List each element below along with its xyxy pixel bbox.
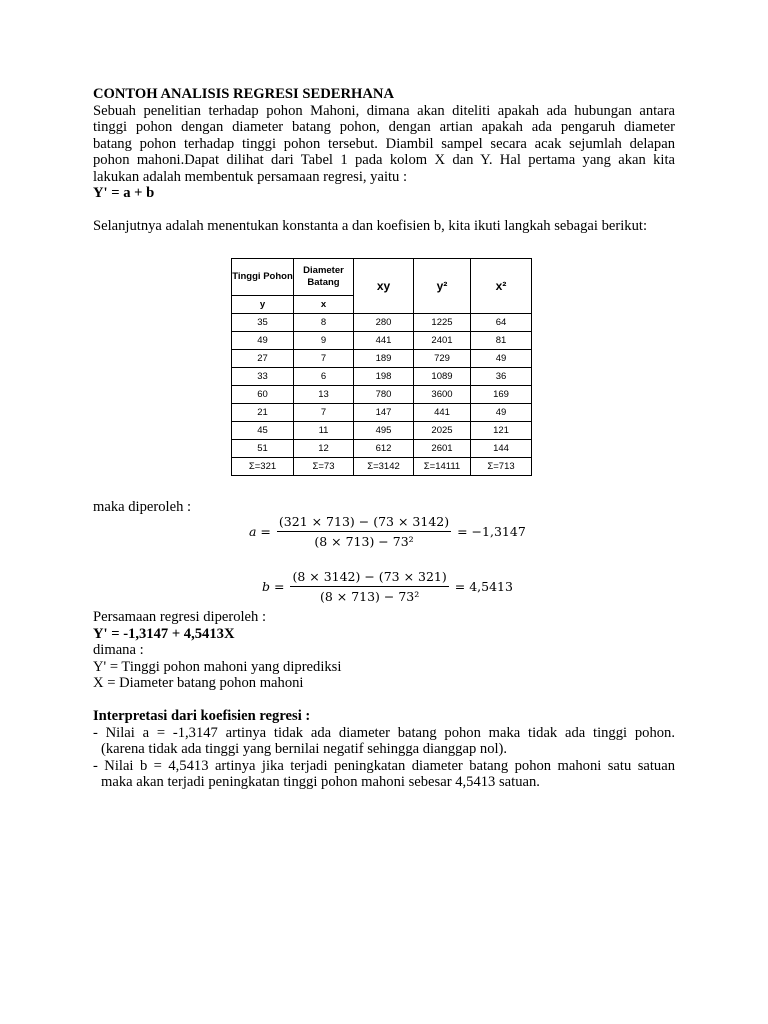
formula-b-denominator: (8 × 713) − 73² — [319, 589, 420, 604]
table-cell: 35 — [232, 314, 294, 332]
table-total-cell: Σ=713 — [471, 458, 532, 476]
subheader-x: x — [294, 296, 354, 314]
table-cell: 8 — [294, 314, 354, 332]
table-total-cell: Σ=73 — [294, 458, 354, 476]
regression-equation: Y' = -1,3147 + 4,5413X — [93, 625, 235, 642]
formula-a — [249, 514, 526, 549]
table-cell: 3600 — [414, 386, 471, 404]
table-cell: 21 — [232, 404, 294, 422]
table-row — [232, 386, 532, 404]
table-cell: 441 — [414, 404, 471, 422]
table-cell: 9 — [294, 332, 354, 350]
general-equation: Y' = a + b — [93, 185, 155, 201]
intro-line-2: tinggi pohon dengan diameter batang pohon, dengan artian apakah ada pengaruh diameter — [93, 119, 675, 135]
table-row — [232, 404, 532, 422]
table-cell: 12 — [294, 440, 354, 458]
table-cell: 13 — [294, 386, 354, 404]
table-row — [232, 350, 532, 368]
table-row — [232, 368, 532, 386]
table-row — [232, 440, 532, 458]
table-cell: 189 — [354, 350, 414, 368]
table-cell: 36 — [471, 368, 532, 386]
table-cell: 147 — [354, 404, 414, 422]
table-cell: 121 — [471, 422, 532, 440]
table-total-cell: Σ=3142 — [354, 458, 414, 476]
table-cell: 2025 — [414, 422, 471, 440]
table-cell: 612 — [354, 440, 414, 458]
formula-b-lhs: b = — [262, 579, 285, 594]
table-row — [232, 314, 532, 332]
document-title: CONTOH ANALISIS REGRESI SEDERHANA — [93, 86, 395, 102]
document-body — [93, 86, 675, 235]
table-cell: 64 — [471, 314, 532, 332]
formula-b — [262, 569, 513, 604]
table-cell: 81 — [471, 332, 532, 350]
dimana-label: dimana : — [93, 642, 144, 658]
table-cell: 11 — [294, 422, 354, 440]
formula-b-numerator: (8 × 3142) − (73 × 321) — [290, 569, 448, 587]
table-row — [232, 422, 532, 440]
table-cell: 780 — [354, 386, 414, 404]
table-cell: 280 — [354, 314, 414, 332]
table-cell: 144 — [471, 440, 532, 458]
table-cell: 7 — [294, 350, 354, 368]
header-tinggi-pohon: Tinggi Pohon — [232, 259, 294, 296]
header-xy: xy — [354, 259, 414, 314]
formula-b-result: = 4,5413 — [454, 579, 513, 594]
interpretation-a-line-1: - Nilai a = -1,3147 artinya tidak ada diameter batang pohon maka tidak ada tinggi pohon. — [93, 724, 675, 741]
table-cell: 7 — [294, 404, 354, 422]
header-x-squared: x² — [471, 259, 532, 314]
table-cell: 60 — [232, 386, 294, 404]
table-cell: 6 — [294, 368, 354, 386]
intro-line-1: Sebuah penelitian terhadap pohon Mahoni, dimana akan diteliti apakah ada hubungan antara — [93, 102, 675, 119]
header-y-squared: y² — [414, 259, 471, 314]
formula-a-result: = −1,3147 — [457, 524, 526, 539]
table-total-row — [232, 458, 532, 476]
definition-y: Y' = Tinggi pohon mahoni yang diprediksi — [93, 658, 342, 675]
intro-line-5: lakukan adalah membentuk persamaan regresi, yaitu : — [93, 168, 408, 185]
table-cell: 2401 — [414, 332, 471, 350]
table-cell: 33 — [232, 368, 294, 386]
table-cell: 1089 — [414, 368, 471, 386]
definition-x: X = Diameter batang pohon mahoni — [93, 675, 304, 691]
intro-line-3: batang pohon terhadap tinggi pohon tersebut. Diambil sampel secara acak sejumlah delapan — [93, 135, 675, 152]
table-cell: 49 — [471, 350, 532, 368]
intro-line-4: pohon mahoni.Dapat dilihat dari Tabel 1 pada kolom X dan Y. Hal pertama yang akan kita — [93, 152, 675, 168]
table-total-cell: Σ=321 — [232, 458, 294, 476]
table-cell: 729 — [414, 350, 471, 368]
table-total-cell: Σ=14111 — [414, 458, 471, 476]
header-diameter-batang: Diameter Batang — [294, 259, 354, 296]
table-cell: 2601 — [414, 440, 471, 458]
table-cell: 1225 — [414, 314, 471, 332]
data-table — [231, 258, 532, 476]
interpretation-b-line-1: - Nilai b = 4,5413 artinya jika terjadi peningkatan diameter batang pohon mahoni satu satuan — [93, 757, 675, 774]
table-cell: 49 — [232, 332, 294, 350]
formula-a-lhs: a = — [249, 524, 271, 539]
maka-label: maka diperoleh : — [93, 499, 192, 515]
table-cell: 198 — [354, 368, 414, 386]
table-row — [232, 332, 532, 350]
table-cell: 495 — [354, 422, 414, 440]
interpretation-title: Interpretasi dari koefisien regresi : — [93, 708, 311, 724]
table-cell: 49 — [471, 404, 532, 422]
table-cell: 169 — [471, 386, 532, 404]
formula-a-numerator: (321 × 713) − (73 × 3142) — [277, 514, 451, 532]
result-section — [93, 609, 675, 791]
table-body — [232, 314, 532, 476]
table-cell: 27 — [232, 350, 294, 368]
table-cell: 45 — [232, 422, 294, 440]
formula-a-denominator: (8 × 713) − 73² — [314, 534, 414, 549]
subheader-y: y — [232, 296, 294, 314]
table-cell: 441 — [354, 332, 414, 350]
interpretation-a-line-2: (karena tidak ada tinggi yang bernilai negatif sehingga dianggap nol). — [101, 741, 508, 757]
next-step-text: Selanjutnya adalah menentukan konstanta a dan koefisien b, kita ikuti langkah sebagai berikut: — [93, 218, 647, 234]
persamaan-label: Persamaan regresi diperoleh : — [93, 609, 267, 625]
interpretation-b-line-2: maka akan terjadi peningkatan tinggi pohon mahoni sebesar 4,5413 satuan. — [101, 774, 540, 790]
table-cell: 51 — [232, 440, 294, 458]
